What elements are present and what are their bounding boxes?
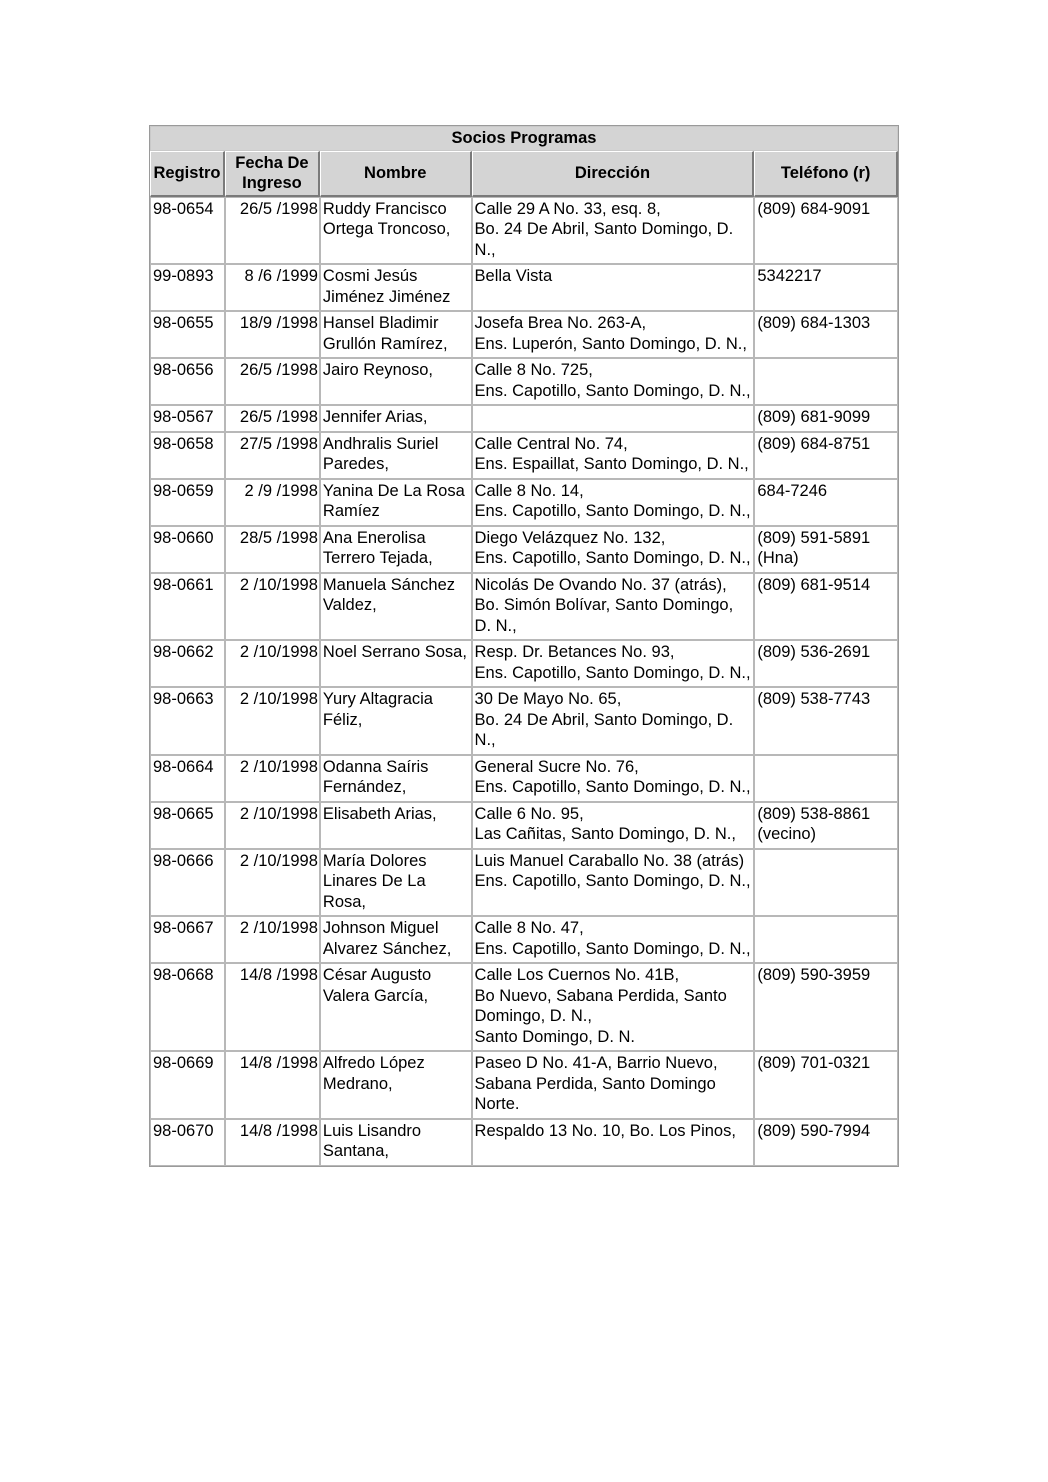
- cell-registro: 98-0670: [150, 1119, 225, 1166]
- cell-registro: 98-0567: [150, 405, 225, 432]
- header-registro: Registro: [150, 151, 225, 197]
- cell-telefono: (809) 590-7994: [754, 1119, 898, 1166]
- cell-direccion: Luis Manuel Caraballo No. 38 (atrás) Ens. Capotillo, Santo Domingo, D. N.,: [472, 849, 755, 917]
- table-row: [150, 1119, 898, 1166]
- table-row: [150, 311, 898, 358]
- cell-telefono: 5342217: [754, 264, 898, 311]
- table-row: [150, 849, 898, 917]
- cell-registro: 98-0662: [150, 640, 225, 687]
- cell-telefono: [754, 916, 898, 963]
- table-row: [150, 963, 898, 1051]
- cell-nombre: Jairo Reynoso,: [320, 358, 472, 405]
- cell-fecha-de-ingreso: 18/9 /1998: [225, 311, 320, 358]
- cell-nombre: María Dolores Linares De La Rosa,: [320, 849, 472, 917]
- cell-registro: 98-0660: [150, 526, 225, 573]
- cell-fecha-de-ingreso: 14/8 /1998: [225, 1051, 320, 1119]
- table-row: [150, 479, 898, 526]
- cell-registro: 98-0667: [150, 916, 225, 963]
- cell-fecha-de-ingreso: 2 /10/1998: [225, 640, 320, 687]
- cell-nombre: Hansel Bladimir Grullón Ramírez,: [320, 311, 472, 358]
- cell-registro: 99-0893: [150, 264, 225, 311]
- cell-fecha-de-ingreso: 2 /10/1998: [225, 916, 320, 963]
- table-row: [150, 405, 898, 432]
- table-row: [150, 358, 898, 405]
- cell-direccion: Calle 8 No. 725, Ens. Capotillo, Santo Domingo, D. N.,: [472, 358, 755, 405]
- cell-telefono: (809) 538-8861 (vecino): [754, 802, 898, 849]
- cell-nombre: Noel Serrano Sosa,: [320, 640, 472, 687]
- cell-direccion: Paseo D No. 41-A, Barrio Nuevo, Sabana Perdida, Santo Domingo Norte.: [472, 1051, 755, 1119]
- cell-nombre: Andhralis Suriel Paredes,: [320, 432, 472, 479]
- cell-fecha-de-ingreso: 14/8 /1998: [225, 1119, 320, 1166]
- cell-nombre: Johnson Miguel Alvarez Sánchez,: [320, 916, 472, 963]
- header-fecha-de-ingreso: Fecha De Ingreso: [225, 151, 320, 197]
- cell-nombre: Manuela Sánchez Valdez,: [320, 573, 472, 641]
- header-nombre: Nombre: [320, 151, 472, 197]
- cell-registro: 98-0663: [150, 687, 225, 755]
- cell-direccion: Respaldo 13 No. 10, Bo. Los Pinos,: [472, 1119, 755, 1166]
- cell-fecha-de-ingreso: 2 /9 /1998: [225, 479, 320, 526]
- cell-direccion: Bella Vista: [472, 264, 755, 311]
- cell-fecha-de-ingreso: 8 /6 /1999: [225, 264, 320, 311]
- table-header-row: [150, 151, 898, 197]
- cell-nombre: Yanina De La Rosa Ramíez: [320, 479, 472, 526]
- cell-nombre: Cosmi Jesús Jiménez Jiménez: [320, 264, 472, 311]
- cell-telefono: (809) 701-0321: [754, 1051, 898, 1119]
- cell-nombre: Elisabeth Arias,: [320, 802, 472, 849]
- cell-registro: 98-0664: [150, 755, 225, 802]
- table-row: [150, 802, 898, 849]
- socios-table-container: [149, 125, 899, 1167]
- cell-direccion: Calle 8 No. 47, Ens. Capotillo, Santo Domingo, D. N.,: [472, 916, 755, 963]
- cell-fecha-de-ingreso: 26/5 /1998: [225, 197, 320, 265]
- socios-table: [149, 125, 899, 1167]
- table-row: [150, 432, 898, 479]
- cell-fecha-de-ingreso: 27/5 /1998: [225, 432, 320, 479]
- table-row: [150, 755, 898, 802]
- cell-fecha-de-ingreso: 2 /10/1998: [225, 849, 320, 917]
- cell-registro: 98-0659: [150, 479, 225, 526]
- cell-fecha-de-ingreso: 2 /10/1998: [225, 755, 320, 802]
- header-telefono: Teléfono (r): [754, 151, 898, 197]
- cell-telefono: (809) 684-1303: [754, 311, 898, 358]
- cell-registro: 98-0666: [150, 849, 225, 917]
- cell-direccion: Calle Central No. 74, Ens. Espaillat, Santo Domingo, D. N.,: [472, 432, 755, 479]
- cell-direccion: Josefa Brea No. 263-A, Ens. Luperón, Santo Domingo, D. N.,: [472, 311, 755, 358]
- cell-registro: 98-0655: [150, 311, 225, 358]
- cell-telefono: [754, 358, 898, 405]
- cell-nombre: César Augusto Valera García,: [320, 963, 472, 1051]
- table-row: [150, 687, 898, 755]
- table-title: Socios Programas: [150, 126, 898, 151]
- cell-fecha-de-ingreso: 2 /10/1998: [225, 802, 320, 849]
- cell-fecha-de-ingreso: 28/5 /1998: [225, 526, 320, 573]
- table-row: [150, 640, 898, 687]
- cell-nombre: Yury Altagracia Féliz,: [320, 687, 472, 755]
- cell-fecha-de-ingreso: 2 /10/1998: [225, 573, 320, 641]
- cell-direccion: Diego Velázquez No. 132, Ens. Capotillo, Santo Domingo, D. N.,: [472, 526, 755, 573]
- cell-fecha-de-ingreso: 26/5 /1998: [225, 358, 320, 405]
- cell-registro: 98-0668: [150, 963, 225, 1051]
- table-row: [150, 197, 898, 265]
- table-row: [150, 573, 898, 641]
- table-row: [150, 264, 898, 311]
- cell-fecha-de-ingreso: 2 /10/1998: [225, 687, 320, 755]
- cell-telefono: [754, 849, 898, 917]
- cell-registro: 98-0654: [150, 197, 225, 265]
- table-body: [150, 197, 898, 1166]
- header-direccion: Dirección: [472, 151, 755, 197]
- cell-nombre: Ruddy Francisco Ortega Troncoso,: [320, 197, 472, 265]
- cell-telefono: (809) 681-9099: [754, 405, 898, 432]
- cell-registro: 98-0658: [150, 432, 225, 479]
- table-row: [150, 526, 898, 573]
- cell-telefono: (809) 684-9091: [754, 197, 898, 265]
- cell-nombre: Jennifer Arias,: [320, 405, 472, 432]
- cell-telefono: [754, 755, 898, 802]
- cell-direccion: Calle Los Cuernos No. 41B, Bo Nuevo, Sabana Perdida, Santo Domingo, D. N., Santo Domingo, D. N.: [472, 963, 755, 1051]
- cell-fecha-de-ingreso: 26/5 /1998: [225, 405, 320, 432]
- cell-registro: 98-0656: [150, 358, 225, 405]
- cell-nombre: Ana Enerolisa Terrero Tejada,: [320, 526, 472, 573]
- table-title-row: [150, 126, 898, 151]
- cell-direccion: Calle 8 No. 14, Ens. Capotillo, Santo Domingo, D. N.,: [472, 479, 755, 526]
- table-row: [150, 1051, 898, 1119]
- cell-telefono: (809) 591-5891 (Hna): [754, 526, 898, 573]
- cell-direccion: Calle 6 No. 95, Las Cañitas, Santo Domingo, D. N.,: [472, 802, 755, 849]
- cell-telefono: (809) 681-9514: [754, 573, 898, 641]
- cell-registro: 98-0665: [150, 802, 225, 849]
- cell-registro: 98-0661: [150, 573, 225, 641]
- cell-direccion: Resp. Dr. Betances No. 93, Ens. Capotillo, Santo Domingo, D. N.,: [472, 640, 755, 687]
- cell-direccion: 30 De Mayo No. 65, Bo. 24 De Abril, Santo Domingo, D. N.,: [472, 687, 755, 755]
- cell-nombre: Alfredo López Medrano,: [320, 1051, 472, 1119]
- cell-registro: 98-0669: [150, 1051, 225, 1119]
- cell-fecha-de-ingreso: 14/8 /1998: [225, 963, 320, 1051]
- cell-nombre: Odanna Saíris Fernández,: [320, 755, 472, 802]
- cell-telefono: 684-7246: [754, 479, 898, 526]
- table-row: [150, 916, 898, 963]
- cell-telefono: (809) 590-3959: [754, 963, 898, 1051]
- cell-direccion: Calle 29 A No. 33, esq. 8, Bo. 24 De Abril, Santo Domingo, D. N.,: [472, 197, 755, 265]
- cell-direccion: Nicolás De Ovando No. 37 (atrás), Bo. Simón Bolívar, Santo Domingo, D. N.,: [472, 573, 755, 641]
- cell-telefono: (809) 684-8751: [754, 432, 898, 479]
- cell-telefono: (809) 536-2691: [754, 640, 898, 687]
- cell-direccion: General Sucre No. 76, Ens. Capotillo, Santo Domingo, D. N.,: [472, 755, 755, 802]
- cell-direccion: [472, 405, 755, 432]
- cell-nombre: Luis Lisandro Santana,: [320, 1119, 472, 1166]
- cell-telefono: (809) 538-7743: [754, 687, 898, 755]
